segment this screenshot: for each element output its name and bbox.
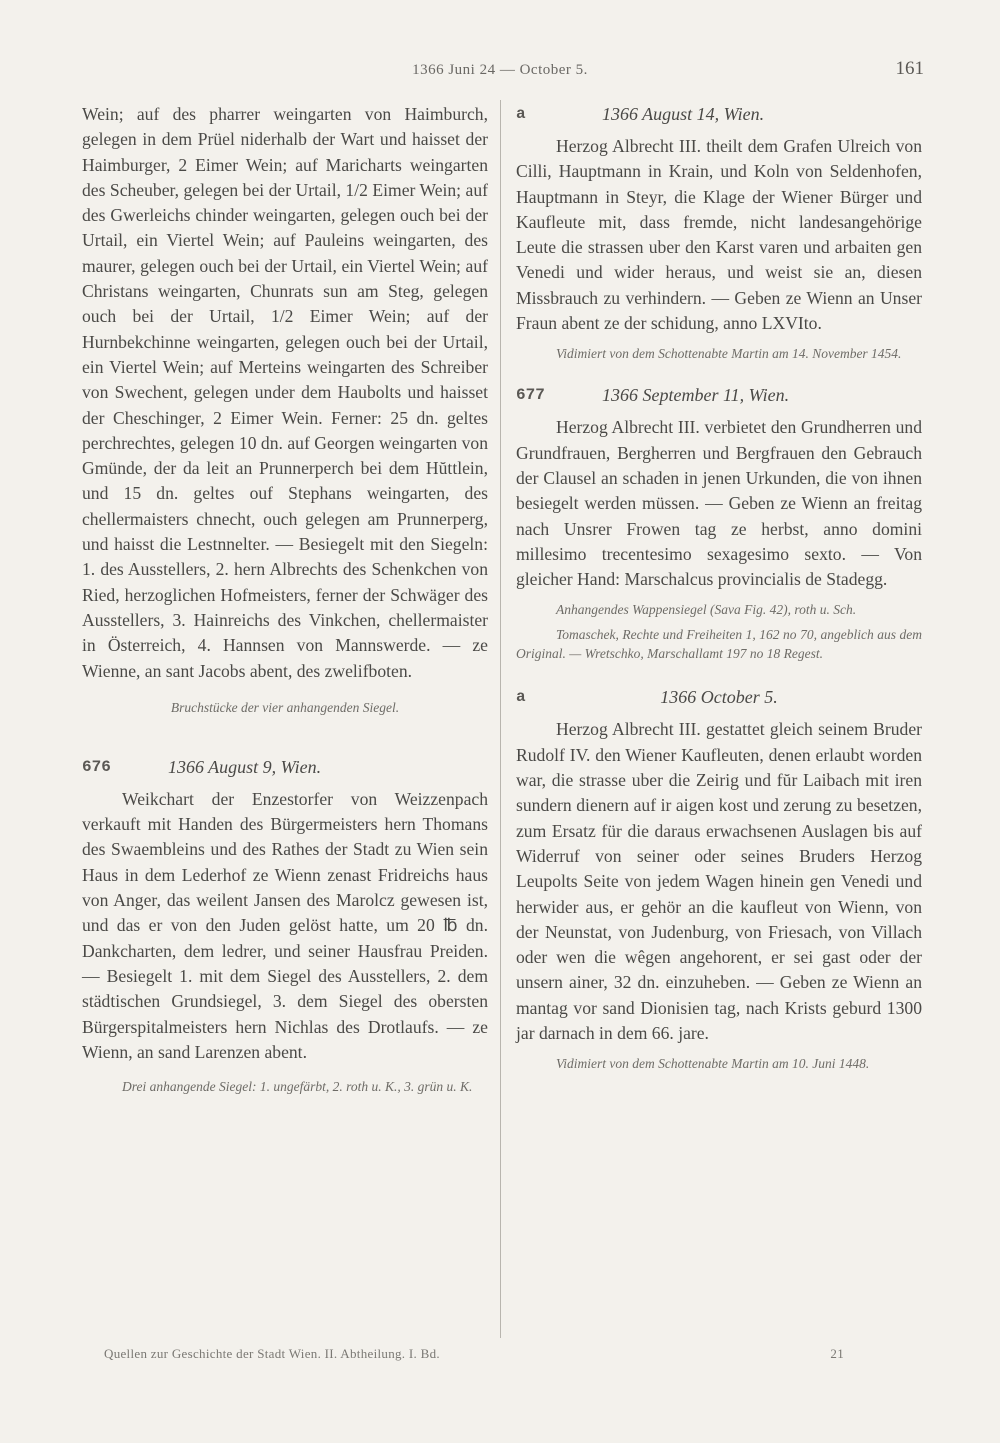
footer-source: Quellen zur Geschichte der Stadt Wien. II. Abtheilung. I. Bd. <box>104 1346 440 1361</box>
entry-number: 677 <box>516 386 545 405</box>
entry-seal-note-677: Anhangendes Wappensiegel (Sava Fig. 42), roth u. Sch. <box>556 602 857 618</box>
page-footer <box>104 1346 844 1362</box>
entry-seal-note-676: Drei anhangende Siegel: 1. ungefärbt, 2. roth u. K., 3. grün u. K. <box>122 1079 473 1095</box>
column-divider <box>500 100 501 1338</box>
continued-entry-seal-note: Bruchstücke der vier anhangenden Siegel. <box>170 699 400 715</box>
sheet-signature: 21 <box>830 1346 844 1361</box>
continued-entry-text: Wein; auf des pharrer weingarten von Haimburch, gelegen in dem Prüel niderhalb der Wart und haisset der Haimburger, 2 Eimer Wein; auf Maricharts weingarten des Scheuber, gelegen bei der Urtail, 1/2 Eimer Wein; auf des Gwerleichs chinder weingarten, gelegen ouch bei der Urtail, ein Viertel Wein; auf Pauleins weingarten, des maurer, gelegen ouch bei der Urtail, ein Viertel Wein; auf Christans weingarten, Chunrats sun am Steg, gelegen ouch bei der Urtail, 1/2 Eimer Wein; auf der Hurnbekchinne weingarten, gelegen ouch bei der Urtail, ein Viertel Wein; auf Merteins weingarten des Schreiber von Swechent, gelegen under dem Haubolts und haisset der Cheschinger, 2 Eimer Wein. Ferner: 25 dn. geltes perchrechtes, gelegen 10 dn. auf Georgen weingarten von Gmünde, der da leit an Prunnerperch bei dem Hŭttlein, und 15 dn. geltes ouf Stephans weingarten, des chellermaisters chnecht, ouch gelegen am Prunnerperg, und haisst die Lestnnelter. — Besiegelt mit den Siegeln: 1. des Ausstellers, 2. hern Albrechts des Schenkchen von Ried, herzoglichen Hofmeisters, ferner der Schwäger des Ausstellers, 3. Hainreichs des Vinkchen, chellermaister in Österreich, 4. Hannsen von Mannswerde. — ze Wienne, an sant Jacobs abent, des zwelifboten. <box>82 104 488 681</box>
running-head: 1366 Juni 24 — October 5. <box>412 62 588 78</box>
page-header <box>0 58 1000 88</box>
entry-text-a1: Herzog Albrecht III. theilt dem Grafen Ulreich von Cilli, Hauptmann in Krain, und Koln von Seldenhofen, Hauptmann in Steyr, die Klage der Wiener Bürger und Kaufleute mit, dass fremde, nicht landesangehörige Leute die strassen uber den Karst varen und arbaiten gen Venedi und wider heraus, und weist sie an, diesen Missbrauch zu verhindern. — Geben ze Wienn an Unser Fraun abent ze der schidung, anno LXVIto. <box>516 136 922 334</box>
entry-note-a1: Vidimiert von dem Schottenabte Martin am 14. November 1454. <box>556 346 902 362</box>
entry-number: 676 <box>82 757 111 776</box>
entry-text-677: Herzog Albrecht III. verbietet den Grundherren und Grundfrauen, Bergherren und Bergfrauen den Gebrauch der Clausel an schaden in jenen Urkunden, die von ihnen besiegelt werden müssen. — Geben ze Wienn an freitag nach Unsrer Frowen tag ze herbst, anno domini millesimo trecentesimo sexagesimo sexto. — Von gleicher Hand: Marschalcus provincialis de Stadegg. <box>516 417 922 590</box>
entry-heading-676 <box>82 755 488 781</box>
left-column <box>82 102 488 1096</box>
entry-heading-677 <box>516 383 922 409</box>
right-column <box>516 102 922 1073</box>
entry-heading-a1 <box>516 102 922 128</box>
entry-text-676: Weikchart der Enzestorfer von Weizzenpach verkauft mit Handen des Bürgermeisters hern Thomans des Swaembleins und des Rathes der Stadt zu Wien sein Haus in dem Lederhof ze Wienn zenast Fridreichs haus von Anger, das weilent Jansen des Marolcz gewesen ist, und das er von den Juden gelöst hatte, um 20 ℔ dn. Dankcharten, dem ledrer, und seiner Hausfrau Preiden. — Besiegelt 1. mit dem Siegel des Ausstellers, 2. dem städtischen Grundsiegel, 3. dem Siegel des obersten Bürgerspitalmeisters hern Nichlas des Drotlaufs. — ze Wienn, an sand Larenzen abent. <box>82 788 488 1062</box>
entry-date: 1366 August 14, Wien. <box>602 104 765 124</box>
page-number: 161 <box>895 58 924 79</box>
entry-heading-a2 <box>516 685 922 711</box>
entry-number: a <box>516 105 526 123</box>
entry-text-a2: Herzog Albrecht III. gestattet gleich seinem Bruder Rudolf IV. den Wiener Kaufleuten, denen erlaubt worden war, die strasse uber die Zeirig und fŭr Laibach mit iren sundern dienern auf ir aigen kost und zerung zu besetzen, zum Ersatz für die daraus erwachsenen Auslagen bis auf Widerruf von seiner oder seines Bruders Herzog Leupolts Seite von jedem Wagen hinein gen Venedi und herwider aus, er gehör an die kaufleut von Wienn, von der Neunstat, von Judenburg, von Friesach, von Villach oder wen die wêgen angehorent, er sei gast oder der unsern ainer, 32 dn. einzuheben. — Geben ze Wienn an mantag vor sand Dionisien tag, nach Krists geburd 1300 jar darnach in dem 66. jare. <box>516 719 922 1044</box>
entry-note-a2: Vidimiert von dem Schottenabte Martin am 10. Juni 1448. <box>556 1056 870 1072</box>
entry-reference-note-677: Tomaschek, Rechte und Freiheiten 1, 162 no 70, angeblich aus dem Original. — Wretschko, Marschallamt 197 no 18 Regest. <box>516 627 922 662</box>
entry-date: 1366 August 9, Wien. <box>168 756 322 777</box>
entry-date: 1366 September 11, Wien. <box>602 385 790 406</box>
entry-date: 1366 October 5. <box>660 687 778 708</box>
entry-number: a <box>516 688 526 707</box>
